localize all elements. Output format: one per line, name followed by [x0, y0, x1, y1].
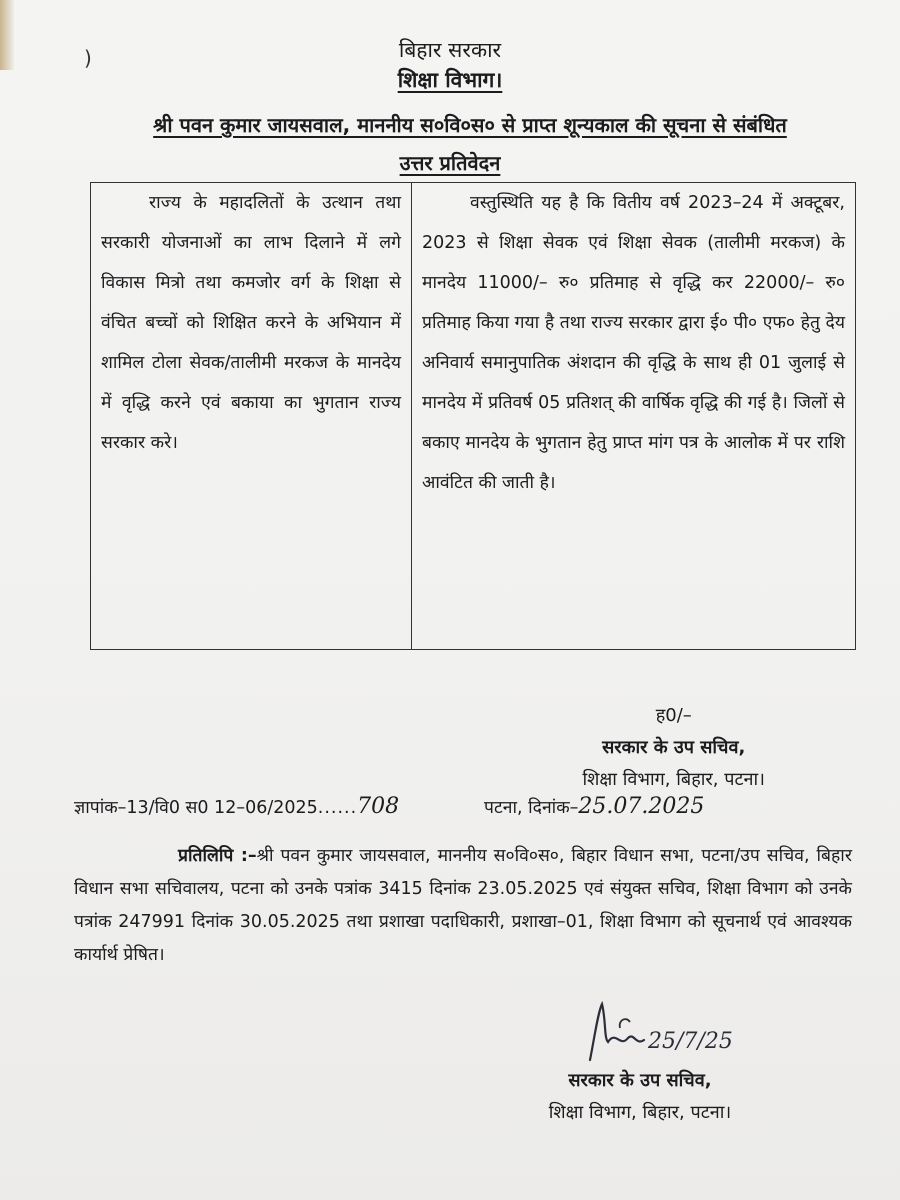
- margin-mark: ): [84, 46, 92, 70]
- office: शिक्षा विभाग, बिहार, पटना।: [582, 769, 765, 790]
- designation: सरकार के उप सचिव,: [602, 737, 746, 758]
- signature-date: 25/7/25: [648, 1029, 733, 1054]
- reference-line: ज्ञापांक–13/वि0 स0 12–06/2025......708 पटना, दिनांक–25.07.2025: [74, 794, 705, 819]
- copy-label: प्रतिलिपि :–: [178, 846, 257, 866]
- copy-to-paragraph: [74, 840, 852, 972]
- handwritten-date: 25.07.2025: [578, 794, 705, 819]
- subject-line: श्री पवन कुमार जायसवाल, माननीय स०वि०स० से प्राप्त शून्यकाल की सूचना से संबंधित: [153, 113, 787, 137]
- government-name: बिहार सरकार: [398, 38, 502, 62]
- handwritten-signature: [560, 990, 740, 1070]
- memo-handwritten-number: 708: [357, 794, 400, 819]
- report-title: उत्तर प्रतिवेदन: [399, 151, 501, 175]
- answer-text: वस्तुस्थिति यह है कि वितीय वर्ष 2023–24 में अक्टूबर, 2023 से शिक्षा सेवक एवं शिक्षा सेवक (तालीमी मरकज) के मानदेय 11000/– रु० प्रतिमाह से वृद्धि कर 22000/– रु० प्रतिमाह किया गया है तथा राज्य सरकार द्वारा ई० पी० एफ० हेतु देय अनिवार्य समानुपातिक अंशदान की वृद्धि के साथ ही 01 जुलाई से मानदेय में प्रतिवर्ष 05 प्रतिशत् की वार्षिक वृद्धि की गई है। जिलों से बकाए मानदेय के भुगतान हेतु प्राप्त मांग पत्र के आलोक में पर राशि आवंटित की जाती है।: [422, 193, 845, 493]
- office: शिक्षा विभाग, बिहार, पटना।: [548, 1102, 732, 1123]
- memo-number: ज्ञापांक–13/वि0 स0 12–06/2025: [74, 798, 318, 818]
- copy-text: श्री पवन कुमार जायसवाल, माननीय स०वि०स०, बिहार विधान सभा, पटना/उप सचिव, बिहार विधान सभा सचिवालय, पटना को उनके पत्रांक 3415 दिनांक 23.05.2025 एवं संयुक्त सचिव, शिक्षा विभाग को उनके पत्रांक 247991 दिनांक 30.05.2025 तथा प्रशाखा पदाधिकारी, प्रशाखा–01, शिक्षा विभाग को सूचनार्थ एवं आवश्यक कार्यार्थ प्रेषित।: [74, 846, 852, 965]
- question-answer-table: [90, 182, 856, 650]
- signature-block-1: [583, 700, 766, 796]
- department-name: शिक्षा विभाग।: [397, 68, 503, 92]
- signed-mark: ह0/–: [655, 705, 692, 726]
- signature-block-2: [505, 1065, 775, 1129]
- question-cell: [91, 183, 412, 650]
- answer-cell: [412, 183, 856, 650]
- designation: सरकार के उप सचिव,: [568, 1070, 712, 1091]
- place-date: पटना, दिनांक–25.07.2025: [484, 794, 705, 819]
- question-text: राज्य के महादलितों के उत्थान तथा सरकारी योजनाओं का लाभ दिलाने में लगे विकास मित्रो तथा कमजोर वर्ग के शिक्षा से वंचित बच्चों को शिक्षित करने के अभियान में शामिल टोला सेवक/तालीमी मरकज के मानदेय में वृद्धि करने एवं बकाया का भुगतान राज्य सरकार करे।: [101, 193, 401, 453]
